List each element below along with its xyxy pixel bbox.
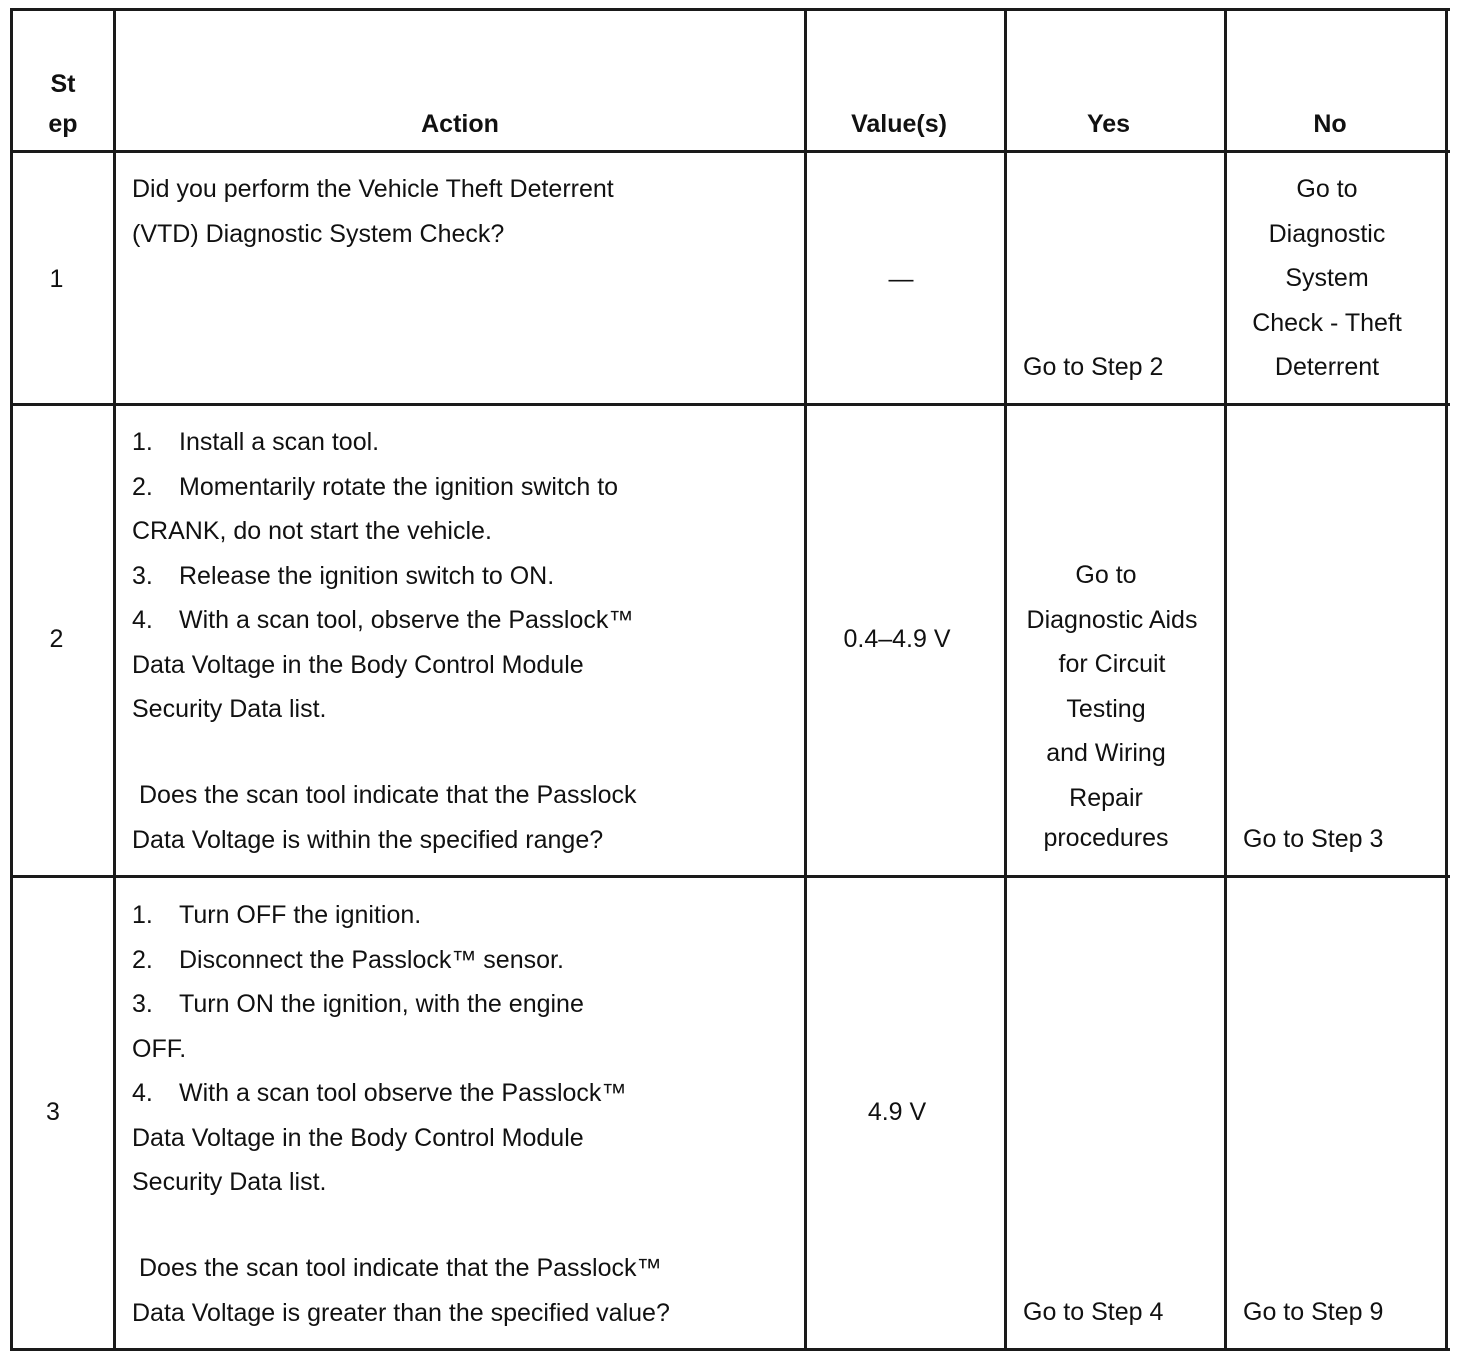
header-no: No <box>1313 110 1347 138</box>
action-text <box>132 167 802 256</box>
yes-line: Repair <box>1069 783 1143 812</box>
action-item: 2. Disconnect the Passlock™ sensor. <box>132 945 564 974</box>
action-text <box>132 420 802 732</box>
table-border-top <box>10 8 1450 11</box>
question-line: Data Voltage is greater than the specified value? <box>132 1298 670 1327</box>
header-step-line: St <box>50 70 76 98</box>
yes-text: Go to Step 4 <box>1023 1298 1164 1326</box>
action-item-continuation: Security Data list. <box>132 1168 327 1196</box>
no-line: Check - Theft <box>1252 308 1402 337</box>
action-line: (VTD) Diagnostic System Check? <box>132 219 505 248</box>
step-number: 3 <box>46 1098 60 1126</box>
action-item: 2. Momentarily rotate the ignition switch to <box>132 472 619 501</box>
action-question <box>132 1246 802 1335</box>
yes-line: procedures <box>1043 824 1169 852</box>
header-step <box>13 64 113 144</box>
action-item-continuation: CRANK, do not start the vehicle. <box>132 517 492 545</box>
no-text: Go to Step 9 <box>1243 1298 1384 1326</box>
step-number: 1 <box>49 265 64 293</box>
no-line: Deterrent <box>1274 353 1380 381</box>
header-action: Action <box>421 110 499 138</box>
action-item: 4. With a scan tool, observe the Passlock™ <box>132 606 634 634</box>
action-item: 3. Release the ignition switch to ON. <box>132 561 555 590</box>
question-line: Does the scan tool indicate that the Passlock <box>139 781 637 809</box>
action-item-continuation: Data Voltage in the Body Control Module <box>132 1123 584 1152</box>
question-line: Does the scan tool indicate that the Passlock™ <box>139 1254 662 1282</box>
header-yes: Yes <box>1086 110 1131 138</box>
column-divider <box>113 8 116 1351</box>
action-item-continuation: Security Data list. <box>132 695 327 723</box>
no-line: Diagnostic <box>1268 219 1386 248</box>
step-number: 2 <box>49 625 64 653</box>
no-text <box>1227 167 1427 390</box>
yes-text: Go to Step 2 <box>1023 353 1164 381</box>
yes-line: Diagnostic Aids <box>1026 605 1198 634</box>
action-item: 1. Install a scan tool. <box>132 428 380 456</box>
action-question <box>132 773 802 862</box>
action-line: Did you perform the Vehicle Theft Deterrent <box>132 175 614 203</box>
value-text: — <box>888 265 914 293</box>
no-line: System <box>1285 264 1369 292</box>
yes-line: Go to <box>1075 561 1137 589</box>
yes-line: and Wiring <box>1046 739 1166 767</box>
question-line: Data Voltage is within the specified range? <box>132 825 604 854</box>
yes-line: Testing <box>1066 694 1146 723</box>
value-text: 4.9 V <box>867 1098 927 1126</box>
action-item-continuation: OFF. <box>132 1034 187 1063</box>
row-divider <box>10 403 1450 406</box>
header-values: Value(s) <box>851 110 947 138</box>
table-border-right <box>1445 8 1448 1351</box>
action-text <box>132 893 802 1205</box>
header-divider <box>10 150 1450 153</box>
no-text: Go to Step 3 <box>1243 825 1384 853</box>
action-item-continuation: Data Voltage in the Body Control Module <box>132 650 584 679</box>
header-step-line: ep <box>48 110 78 138</box>
row-divider <box>10 875 1450 878</box>
action-item: 1. Turn OFF the ignition. <box>132 901 422 929</box>
yes-text <box>1007 553 1217 856</box>
table-border-bottom <box>10 1348 1450 1351</box>
action-item: 3. Turn ON the ignition, with the engine <box>132 990 584 1018</box>
value-text: 0.4–4.9 V <box>843 625 951 653</box>
table-border-left <box>10 8 13 1351</box>
action-item: 4. With a scan tool observe the Passlock™ <box>132 1079 627 1107</box>
no-line: Go to <box>1296 175 1358 203</box>
yes-line: for Circuit <box>1058 650 1166 678</box>
column-divider <box>804 8 807 1351</box>
